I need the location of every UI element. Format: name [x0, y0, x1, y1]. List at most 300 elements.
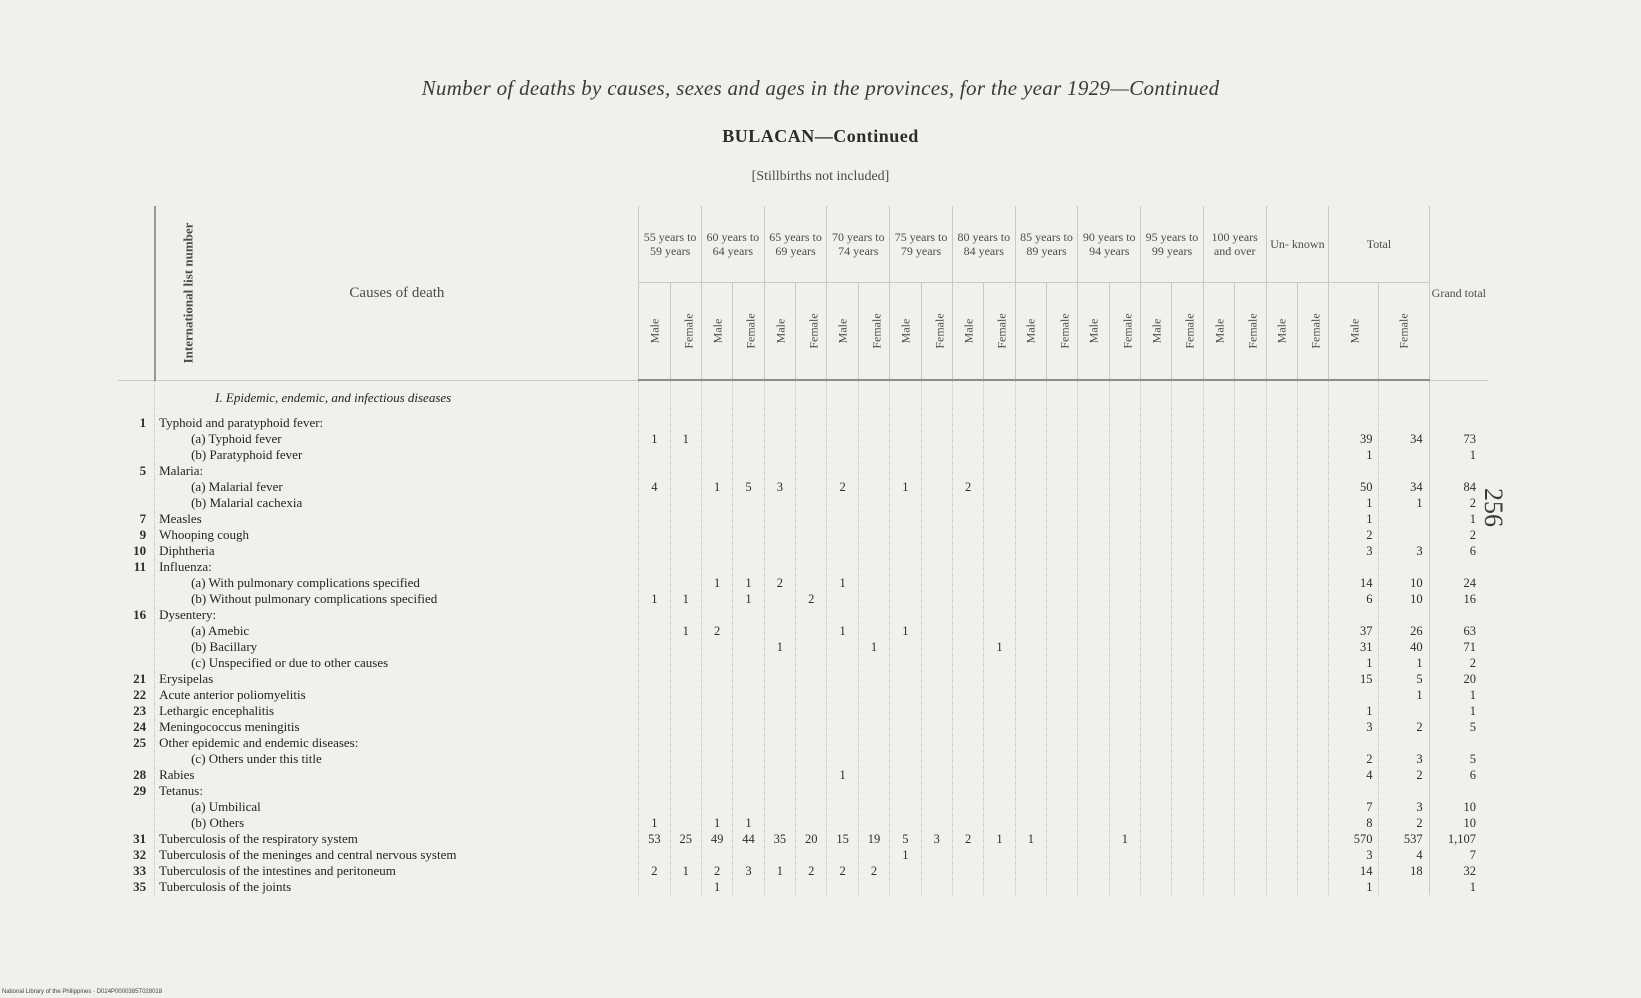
count-cell	[670, 799, 701, 815]
count-cell	[1203, 687, 1234, 703]
age-group-header: 85 years to 89 years	[1015, 206, 1078, 283]
count-cell	[701, 639, 732, 655]
count-cell	[639, 655, 670, 671]
count-cell	[1109, 703, 1140, 719]
total-cell	[1379, 703, 1429, 719]
count-cell	[1172, 527, 1203, 543]
count-cell	[1141, 591, 1172, 607]
count-cell	[701, 703, 732, 719]
count-cell: 2	[639, 863, 670, 879]
total-cell: 570	[1329, 831, 1379, 847]
count-cell	[639, 847, 670, 863]
total-cell: 3	[1329, 719, 1379, 735]
count-cell	[639, 511, 670, 527]
count-cell	[827, 463, 858, 479]
count-cell	[1266, 527, 1297, 543]
count-cell	[639, 799, 670, 815]
male-column-header: Male	[639, 283, 670, 381]
count-cell	[764, 719, 795, 735]
grand-total-cell	[1429, 463, 1488, 479]
total-cell: 4	[1329, 767, 1379, 783]
count-cell	[890, 559, 921, 575]
count-cell: 1	[701, 879, 732, 895]
count-cell	[984, 543, 1015, 559]
grand-total-cell	[1429, 559, 1488, 575]
count-cell	[1235, 543, 1266, 559]
count-cell	[952, 799, 983, 815]
count-cell	[1266, 863, 1297, 879]
count-cell	[764, 431, 795, 447]
count-cell	[1266, 415, 1297, 431]
count-cell	[890, 703, 921, 719]
count-cell	[1141, 719, 1172, 735]
count-cell	[1141, 847, 1172, 863]
count-cell	[1266, 623, 1297, 639]
list-number-cell	[118, 447, 155, 463]
total-cell: 5	[1379, 671, 1429, 687]
total-cell: 10	[1379, 575, 1429, 591]
list-number-cell	[118, 479, 155, 495]
table-row	[118, 767, 1488, 783]
count-cell	[1015, 863, 1046, 879]
count-cell	[670, 380, 701, 415]
count-cell	[1047, 380, 1078, 415]
count-cell	[764, 559, 795, 575]
count-cell	[1266, 799, 1297, 815]
count-cell	[639, 719, 670, 735]
total-cell	[1379, 447, 1429, 463]
count-cell	[1203, 479, 1234, 495]
count-cell	[670, 495, 701, 511]
total-cell: 1	[1329, 447, 1379, 463]
count-cell	[1235, 527, 1266, 543]
total-cell	[1329, 735, 1379, 751]
total-cell: 537	[1379, 831, 1429, 847]
count-cell	[984, 479, 1015, 495]
count-cell	[1297, 879, 1328, 895]
count-cell	[921, 719, 952, 735]
age-group-header: Un- known	[1266, 206, 1329, 283]
count-cell	[1172, 655, 1203, 671]
count-cell	[1078, 671, 1109, 687]
count-cell	[1015, 719, 1046, 735]
count-cell	[796, 751, 827, 767]
list-number-cell: 23	[133, 702, 147, 718]
count-cell	[858, 463, 889, 479]
count-cell	[1015, 495, 1046, 511]
count-cell	[1078, 431, 1109, 447]
count-cell	[890, 767, 921, 783]
count-cell	[1078, 463, 1109, 479]
cause-cell: (c) Unspecified or due to other causes	[155, 655, 639, 671]
count-cell: 1	[1109, 831, 1140, 847]
total-female-header: Female	[1379, 283, 1429, 381]
count-cell	[1266, 495, 1297, 511]
count-cell	[1203, 431, 1234, 447]
count-cell: 1	[827, 623, 858, 639]
count-cell	[1047, 783, 1078, 799]
count-cell	[1078, 719, 1109, 735]
list-number-cell	[118, 431, 155, 447]
count-cell	[1141, 767, 1172, 783]
list-number-cell	[118, 799, 155, 815]
count-cell	[1203, 511, 1234, 527]
table-row	[118, 623, 1488, 639]
table-row	[118, 879, 1488, 895]
total-cell: 2	[1329, 527, 1379, 543]
count-cell	[1172, 815, 1203, 831]
count-cell	[1172, 559, 1203, 575]
count-cell	[1266, 815, 1297, 831]
count-cell	[890, 639, 921, 655]
count-cell	[670, 559, 701, 575]
count-cell	[733, 751, 764, 767]
count-cell	[1109, 847, 1140, 863]
female-column-header: Female	[796, 283, 827, 381]
cause-cell: I. Epidemic, endemic, and infectious diseases	[155, 380, 639, 415]
count-cell	[796, 575, 827, 591]
count-cell: 3	[764, 479, 795, 495]
cause-cell: Tuberculosis of the joints	[155, 879, 639, 895]
count-cell	[827, 431, 858, 447]
count-cell	[858, 495, 889, 511]
count-cell	[764, 380, 795, 415]
count-cell	[984, 559, 1015, 575]
count-cell	[1078, 495, 1109, 511]
count-cell	[701, 847, 732, 863]
count-cell	[952, 511, 983, 527]
total-cell: 15	[1329, 671, 1379, 687]
count-cell	[1109, 463, 1140, 479]
count-cell: 5	[733, 479, 764, 495]
total-cell: 3	[1379, 751, 1429, 767]
count-cell	[670, 527, 701, 543]
count-cell	[733, 495, 764, 511]
count-cell	[1141, 575, 1172, 591]
count-cell: 1	[764, 639, 795, 655]
count-cell	[733, 687, 764, 703]
count-cell	[764, 527, 795, 543]
table-row	[118, 495, 1488, 511]
grand-total-cell: 24	[1429, 575, 1488, 591]
count-cell	[858, 447, 889, 463]
count-cell	[796, 623, 827, 639]
count-cell	[1078, 831, 1109, 847]
count-cell	[1109, 479, 1140, 495]
count-cell	[670, 511, 701, 527]
count-cell	[827, 783, 858, 799]
count-cell	[921, 671, 952, 687]
list-number-cell	[118, 751, 155, 767]
count-cell	[921, 511, 952, 527]
total-cell	[1379, 380, 1429, 415]
count-cell	[921, 751, 952, 767]
count-cell	[827, 703, 858, 719]
count-cell	[764, 511, 795, 527]
cause-cell: Malaria:	[155, 463, 639, 479]
count-cell	[921, 543, 952, 559]
count-cell	[1047, 447, 1078, 463]
cause-cell: (b) Paratyphoid fever	[155, 447, 639, 463]
count-cell	[796, 495, 827, 511]
count-cell	[1047, 639, 1078, 655]
count-cell	[733, 735, 764, 751]
count-cell	[1078, 591, 1109, 607]
count-cell	[952, 447, 983, 463]
count-cell: 1	[1015, 831, 1046, 847]
total-cell	[1379, 783, 1429, 799]
count-cell	[764, 671, 795, 687]
count-cell	[1078, 815, 1109, 831]
list-number-cell	[118, 623, 155, 639]
male-column-header: Male	[1266, 283, 1297, 381]
count-cell	[1297, 447, 1328, 463]
count-cell	[984, 847, 1015, 863]
count-cell	[796, 639, 827, 655]
cause-cell: (a) Malarial fever	[155, 479, 639, 495]
count-cell	[1235, 719, 1266, 735]
total-cell: 34	[1379, 479, 1429, 495]
count-cell	[670, 479, 701, 495]
count-cell: 35	[764, 831, 795, 847]
count-cell	[952, 575, 983, 591]
count-cell	[670, 879, 701, 895]
count-cell	[1015, 655, 1046, 671]
count-cell: 2	[764, 575, 795, 591]
count-cell	[796, 735, 827, 751]
count-cell	[1078, 687, 1109, 703]
count-cell	[701, 719, 732, 735]
grand-total-cell: 2	[1429, 495, 1488, 511]
count-cell	[1297, 703, 1328, 719]
total-cell: 3	[1379, 543, 1429, 559]
count-cell	[1047, 831, 1078, 847]
count-cell	[670, 703, 701, 719]
count-cell	[1015, 431, 1046, 447]
count-cell	[1047, 671, 1078, 687]
count-cell	[890, 671, 921, 687]
count-cell	[1297, 479, 1328, 495]
count-cell: 2	[952, 479, 983, 495]
count-cell	[827, 687, 858, 703]
total-cell: 14	[1329, 575, 1379, 591]
count-cell	[639, 639, 670, 655]
male-column-header: Male	[701, 283, 732, 381]
age-group-header: 90 years to 94 years	[1078, 206, 1141, 283]
count-cell	[1015, 687, 1046, 703]
count-cell	[952, 559, 983, 575]
count-cell	[639, 735, 670, 751]
count-cell	[764, 879, 795, 895]
total-header: Total	[1329, 206, 1429, 283]
total-cell: 37	[1329, 623, 1379, 639]
count-cell	[701, 751, 732, 767]
count-cell	[1109, 527, 1140, 543]
table-row	[118, 463, 1488, 479]
count-cell	[984, 815, 1015, 831]
age-group-header: 55 years to 59 years	[639, 206, 702, 283]
count-cell	[890, 415, 921, 431]
count-cell	[1078, 799, 1109, 815]
count-cell	[670, 783, 701, 799]
count-cell	[1109, 559, 1140, 575]
total-cell: 18	[1379, 863, 1429, 879]
count-cell	[1078, 543, 1109, 559]
count-cell	[1141, 687, 1172, 703]
count-cell	[827, 751, 858, 767]
count-cell	[639, 879, 670, 895]
count-cell	[1047, 863, 1078, 879]
count-cell	[1266, 479, 1297, 495]
count-cell	[827, 671, 858, 687]
count-cell	[1015, 380, 1046, 415]
count-cell	[1172, 380, 1203, 415]
count-cell	[796, 543, 827, 559]
male-column-header: Male	[1078, 283, 1109, 381]
count-cell	[1047, 607, 1078, 623]
count-cell	[1297, 543, 1328, 559]
total-cell	[1379, 559, 1429, 575]
count-cell	[639, 415, 670, 431]
count-cell	[1235, 847, 1266, 863]
count-cell: 2	[796, 591, 827, 607]
count-cell	[1297, 607, 1328, 623]
count-cell	[1172, 431, 1203, 447]
count-cell	[1047, 415, 1078, 431]
count-cell	[1109, 879, 1140, 895]
grand-total-cell: 1	[1429, 511, 1488, 527]
table-row	[118, 799, 1488, 815]
count-cell	[764, 623, 795, 639]
count-cell	[1078, 415, 1109, 431]
count-cell	[639, 751, 670, 767]
count-cell: 1	[701, 479, 732, 495]
count-cell	[1109, 380, 1140, 415]
count-cell	[1235, 751, 1266, 767]
count-cell	[984, 799, 1015, 815]
count-cell	[639, 607, 670, 623]
count-cell	[1015, 735, 1046, 751]
count-cell	[1141, 479, 1172, 495]
total-cell: 14	[1329, 863, 1379, 879]
total-cell: 1	[1329, 495, 1379, 511]
count-cell	[1297, 783, 1328, 799]
count-cell	[858, 511, 889, 527]
table-row	[118, 527, 1488, 543]
count-cell	[639, 527, 670, 543]
count-cell	[1078, 655, 1109, 671]
count-cell	[921, 783, 952, 799]
count-cell	[1266, 559, 1297, 575]
list-number-cell	[118, 495, 155, 511]
count-cell	[858, 815, 889, 831]
count-cell	[1266, 543, 1297, 559]
count-cell	[858, 623, 889, 639]
table-row	[118, 735, 1488, 751]
table-body	[118, 380, 1488, 895]
count-cell	[1078, 735, 1109, 751]
total-cell	[1329, 380, 1379, 415]
count-cell	[701, 380, 732, 415]
count-cell	[921, 639, 952, 655]
total-cell	[1379, 879, 1429, 895]
cause-cell: (b) Malarial cachexia	[155, 495, 639, 511]
age-group-header: 80 years to 84 years	[952, 206, 1015, 283]
count-cell	[796, 415, 827, 431]
count-cell	[701, 415, 732, 431]
count-cell	[952, 543, 983, 559]
count-cell	[1203, 831, 1234, 847]
count-cell	[1015, 575, 1046, 591]
count-cell: 1	[827, 575, 858, 591]
count-cell: 1	[733, 591, 764, 607]
count-cell	[921, 559, 952, 575]
count-cell	[890, 543, 921, 559]
count-cell: 1	[670, 591, 701, 607]
age-group-header: 100 years and over	[1203, 206, 1266, 283]
count-cell	[796, 479, 827, 495]
count-cell	[1266, 847, 1297, 863]
total-cell	[1379, 527, 1429, 543]
count-cell	[984, 719, 1015, 735]
count-cell	[858, 783, 889, 799]
count-cell: 44	[733, 831, 764, 847]
count-cell	[1297, 623, 1328, 639]
count-cell	[890, 527, 921, 543]
count-cell	[858, 527, 889, 543]
count-cell	[1266, 671, 1297, 687]
count-cell	[1297, 671, 1328, 687]
table-row	[118, 783, 1488, 799]
list-number-cell	[118, 815, 155, 831]
count-cell	[1203, 623, 1234, 639]
list-number-cell: 31	[133, 830, 147, 846]
male-column-header: Male	[890, 283, 921, 381]
count-cell	[1109, 767, 1140, 783]
count-cell	[858, 575, 889, 591]
count-cell	[858, 847, 889, 863]
total-cell: 34	[1379, 431, 1429, 447]
count-cell	[921, 431, 952, 447]
count-cell	[733, 655, 764, 671]
count-cell: 5	[890, 831, 921, 847]
cause-cell: Whooping cough	[155, 527, 639, 543]
grand-total-cell: 7	[1429, 847, 1488, 863]
count-cell	[890, 575, 921, 591]
total-cell: 1	[1379, 655, 1429, 671]
count-cell	[1235, 380, 1266, 415]
count-cell: 1	[890, 847, 921, 863]
list-number-cell: 11	[133, 558, 147, 574]
count-cell	[1203, 639, 1234, 655]
count-cell	[639, 463, 670, 479]
count-cell	[858, 380, 889, 415]
count-cell	[890, 863, 921, 879]
male-column-header: Male	[1203, 283, 1234, 381]
total-cell: 50	[1329, 479, 1379, 495]
count-cell	[701, 783, 732, 799]
grand-total-cell: 73	[1429, 431, 1488, 447]
count-cell	[952, 655, 983, 671]
count-cell	[1266, 767, 1297, 783]
count-cell	[1109, 431, 1140, 447]
count-cell	[984, 527, 1015, 543]
count-cell	[952, 607, 983, 623]
count-cell	[984, 447, 1015, 463]
count-cell	[796, 447, 827, 463]
count-cell	[1047, 479, 1078, 495]
cause-cell: (a) Typhoid fever	[155, 431, 639, 447]
